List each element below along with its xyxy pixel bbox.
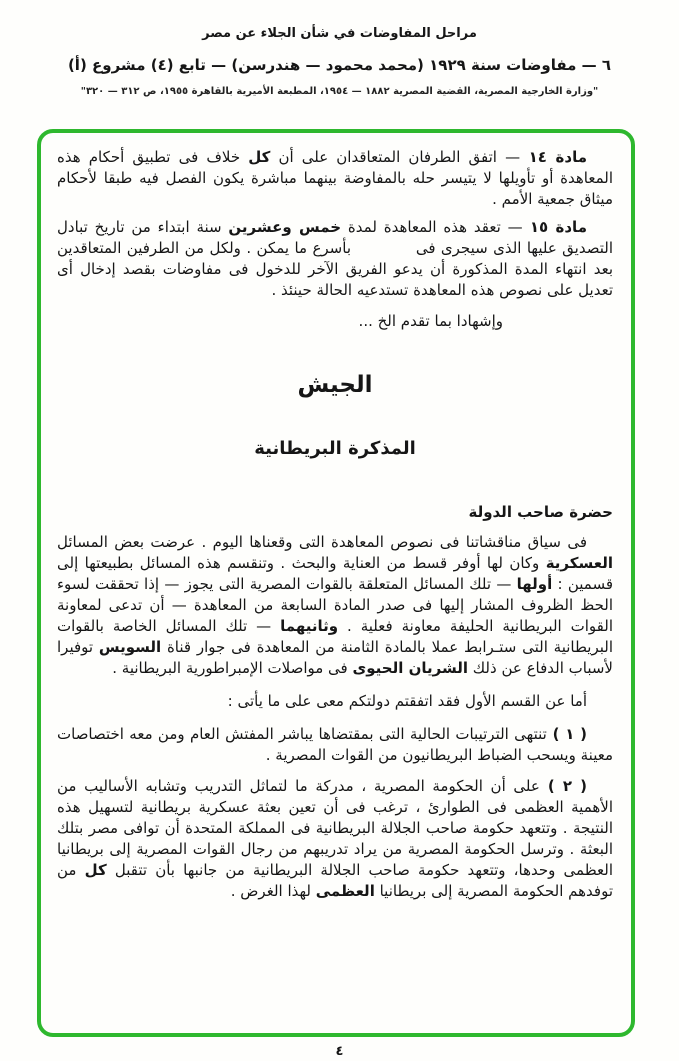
article-15-paragraph: مادة ١٥ — تعقد هذه المعاهدة لمدة خمس وعشرين سنة ابتداء من تاريخ تبادل التصديق عليها الذى سيجرى فى بأسرع ما يمكن . ولكل من الطرفين المتعاقدين بعد انتهاء المدة المذكورة أن يدعو الفريق الآخر للدخول فى مفاوضات بقصد إدخال أى تعديل على نصوص هذه المعاهدة تستدعيه الحالة حينئذ . [57,218,614,299]
document-source-line: "وزارة الخارجية المصرية، القضية المصرية ١٨٨٢ — ١٩٥٤، المطبعة الأميرية بالقاهرة ١٩٥٥، ص ٣١٢ — ٣٢٠" [80,86,599,97]
section-heading-army: الجيش [297,372,373,398]
memo-paragraph-1: فى سياق مناقشاتنا فى نصوص المعاهدة التى وقعناها اليوم . عرضت بعض المسائل العسكرية وكان لها أوفر قسط من العناية والبحث . وتنقسم هذه المسائل بطبيعتها إلى قسمين : أولها — تلك المسائل المتعلقة بالقوات المصرية التى يجوز — إذا تحققت لسوء الحظ الظروف المشار إليها فى صدر المادة السابعة من المعاهدة — أن تدعى لمعاونة القوات البريطانية الحليفة معاونة فعلية . وثانيهما — تلك المسائل الخاصة بالقوات البريطانية التى ستـرابط عملا بالمادة الثامنة من المعاهدة فى جوار قناة السويس توفيرا لأسباب الدفاع عن ذلك الشريان الحيوى فى مواصلات الإمبراطورية البريطانية . [57,533,614,677]
page-number: ٤ [335,1044,344,1059]
heading-british-memorandum: المذكرة البريطانية [254,438,416,459]
article-14-paragraph: مادة ١٤ — اتفق الطرفان المتعاقدان على أن كل خلاف فى تطبيق أحكام هذه المعاهدة أو تأويلها لا يتيسر حله بالمفاوضة بينهما مباشرة يكون الفصل فيه طبقا لأحكام ميثاق جمعية الأمم . [57,148,613,208]
memo-paragraph-2: أما عن القسم الأول فقد اتفقتم دولتكم معى على ما يأتى : [227,692,587,710]
green-highlight-frame [37,129,635,1037]
list-item-1: ( ١ ) تنتهى الترتيبات الحالية التى بمقتضاها يباشر المفتش العام ومن معه اختصاصات معينة ويسحب الضباط البريطانيون من القوات المصرية . [57,725,613,764]
salutation-line: حضرة صاحب الدولة [468,503,613,521]
document-subtitle: ٦ — مفاوضات سنة ١٩٢٩ (محمد محمود — هندرسن) — تابع (٤) مشروع (أ) [67,56,612,74]
list-item-2: ( ٢ ) على أن الحكومة المصرية ، مدركة ما لتماثل التدريب وتشابه الأساليب من الأهمية العظمى فى الطوارئ ، ترغب فى أن تعين بعثة عسكرية بريطانية لتسهيل هذه النتيجة . وتتعهد حكومة صاحب الجلالة البريطانية فى المملكة المتحدة أن توافى مصر بتلك البعثة . وترسل الحكومة المصرية من يراد تدريبهم من رجال القوات المصرية إلى بريطانيا العظمى وحدها، وتتعهد حكومة صاحب الجلالة البريطانية من جانبها بأن تتقبل كل من توفدهم الحكومة المصرية إلى بريطانيا العظمى لهذا الغرض . [57,777,613,900]
page-header [0,0,679,97]
document-title: مراحل المفاوضات في شأن الجلاء عن مصر [202,26,477,41]
attestation-line: وإشهادا بما تقدم الخ ... [358,312,503,330]
